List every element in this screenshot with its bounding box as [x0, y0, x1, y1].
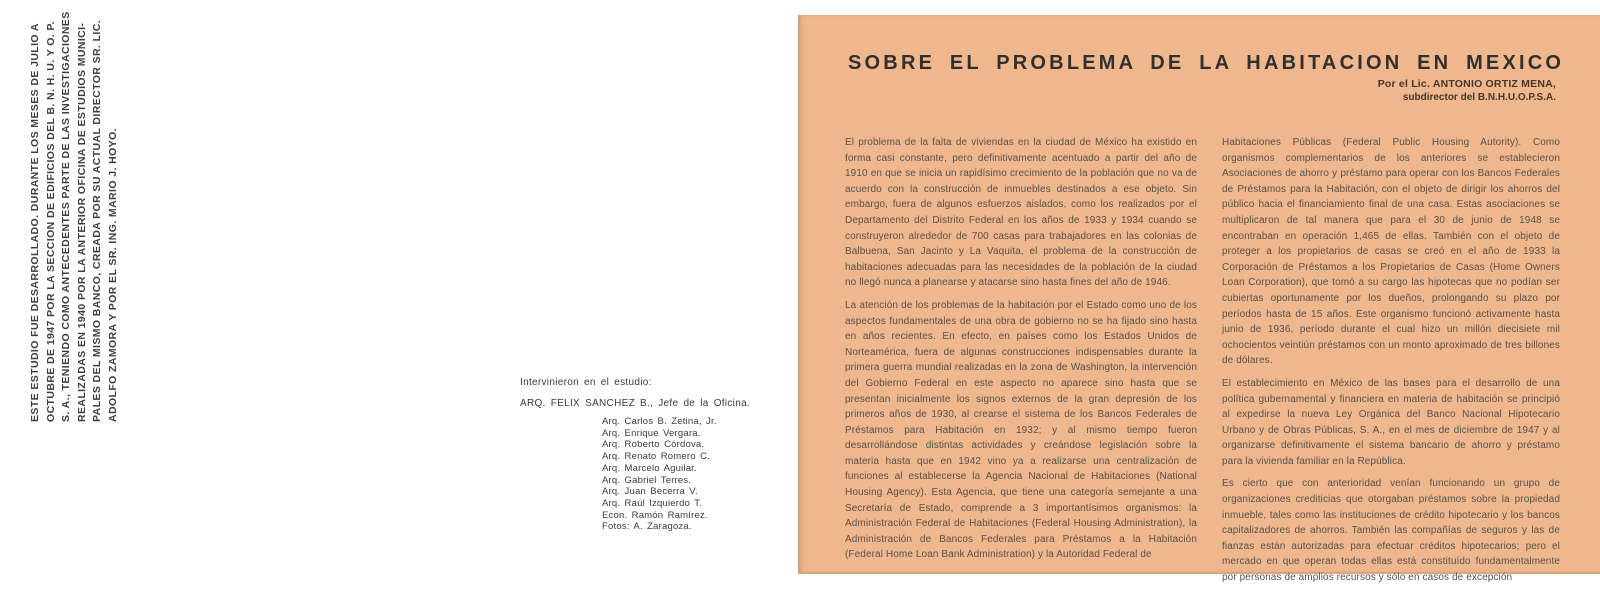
- credits-name: Fotos: A. Zaragoza.: [602, 521, 692, 533]
- byline-author: Por el Lic. ANTONIO ORTIZ MENA,: [1377, 78, 1556, 90]
- credits-names-list: [602, 416, 780, 533]
- side-note-text-block: [28, 11, 122, 422]
- side-note-line: REALIZADAS EN 1940 POR LA ANTERIOR OFICINA DE ESTUDIOS MUNICI-: [75, 22, 88, 422]
- side-note-line: S. A., TENIENDO COMO ANTECEDENTES PARTE DE LAS INVESTIGACIONES: [60, 11, 73, 422]
- right-page: [798, 15, 1600, 584]
- article-column-left: [845, 135, 1197, 570]
- side-note-line: ADOLFO ZAMORA Y POR EL SR. ING. MARIO J. HOYO.: [106, 128, 119, 422]
- left-page: [0, 0, 798, 590]
- credits-name: Arq. Juan Becerra V.: [602, 486, 698, 498]
- side-note-line: PALES DEL MISMO BANCO, CREADA POR SU ACTUAL DIRECTOR SR. LIC.: [91, 19, 104, 422]
- paragraph: El problema de la falta de viviendas en la ciudad de México ha existido en forma casi constante, pero definitivamente acentuado a partir del año de 1910 en que se inicia un rapidísimo crecimiento de la población que no va de acuerdo con la construcción de inmuebles destinados a ese objeto. Sin embargo, fuera de algunos esfuerzos aislados, como los realizados por el Departamento del Distrito Federal en los años de 1933 y 1934 cuando se construyeron alrededor de 700 casas para trabajadores en las colonias de Balbuena, San Jacinto y La Vaquita, el problema de la construcción de habitaciones adecuadas para las necesidades de la población de la ciudad no llegó nunca a planearse y atacarse sino hasta fines del año de 1946.: [845, 137, 1197, 289]
- credits-name: Arq. Carlos B. Zetina, Jr.: [602, 416, 717, 427]
- credits-name: Arq. Marcelo Aguilar.: [602, 462, 697, 474]
- article-column-right: [1222, 135, 1560, 593]
- credits-block: [520, 377, 780, 533]
- credits-name: Econ. Ramón Ramírez.: [602, 509, 708, 521]
- credits-name: Arq. Raúl Izquierdo T.: [602, 497, 703, 509]
- credits-name: Arq. Renato Romero C.: [602, 451, 710, 463]
- paragraph: El establecimiento en México de las bases para el desarrollo de una política gubernamental y financiera en materia de habitación se principió al expedirse la nueva Ley Orgánica del Banco Nacional Hipotecario Urbano y de Obras Públicas, S. A., en el mes de diciembre de 1947 y al organizarse definitivamente el sistema bancario de ahorro y préstamo para la vivienda familiar en la República.: [1222, 377, 1560, 467]
- side-note-line: ESTE ESTUDIO FUE DESARROLLADO. DURANTE LOS MESES DE JULIO A: [29, 23, 41, 422]
- byline-role: subdirector del B.N.H.U.O.P.S.A.: [1402, 92, 1556, 103]
- side-note-line: OCTUBRE DE 1947 POR LA SECCION DE EDIFICIOS DEL B. N. H. U. Y O. P.: [44, 21, 57, 422]
- credits-name: Arq. Enrique Vergara.: [602, 427, 701, 439]
- paragraph: La atención de los problemas de la habitación por el Estado como uno de los aspectos fundamentales de una obra de gobierno no se ha fijado sino hasta en años recientes. En efecto, en países como los Estados Unidos de Norteamérica, fuera de algunas construcciones indispensables durante la primera guerra mundial realizadas en la zona de Washington, la intervención del Gobierno Federal en este aspecto no aparece sino hasta que se presentan inicialmente los signos externos de la gran depresión de los primeros años de 1930, al crearse el sistema de los Bancos Federales de Préstamos para Habitación en 1932; y al mismo tiempo fueron desarrollándose distintas actividades y creándose legislación sobre la materia hasta que en 1942 vino ya a realizarse una centralización de funciones al establecerse la Agencia Nacional de Habitaciones (National Housing Agency). Esta Agencia, que tiene una categoría semejante a una Secretaría de Estado, comprende a 3 importantísimos organismos: la Administración Federal de Habitaciones (Federal Housing Administration), la Administración de Bancos Federales para Préstamos a la Habitación (Federal Home Loan Bank Administration) y la Autoridad Federal de: [845, 299, 1197, 561]
- article-title: SOBRE EL PROBLEMA DE LA HABITACION EN MEXICO: [848, 52, 1565, 74]
- credits-name: Arq. Gabriel Terres.: [602, 474, 692, 486]
- paragraph: Habitaciones Públicas (Federal Public Housing Autority). Como organismos complementarios de los anteriores se establecieron Asociaciones de ahorro y préstamo para operar con los Bancos Federales de Préstamos para la Habitación, con el objeto de dirigir los ahorros del público hacia el financiamiento final de una casa. Estas asociaciones se multiplicaron de tal manera que para el 30 de junio de 1948 se encontraban en operación 1,465 de ellas. También con el objeto de proteger a los propietarios de casas se creó en el año de 1933 la Corporación de Préstamos a los Propietarios de Casas (Home Owners Loan Corporation), que tomó a su cargo las hipotecas que no podían ser cubiertas oportunamente por los dueños, prolongando su plazo por períodos hasta de 15 años. Este organismo funcionó activamente hasta junio de 1936, período durante el cual hizo un millón diecisiete mil ochocientos veintiún préstamos con un monto aproximado de tres billones de dólares.: [1222, 137, 1560, 367]
- credits-name: Arq. Roberto Córdova.: [602, 439, 705, 451]
- byline: [1378, 78, 1556, 104]
- credits-intro: Intervinieron en el estudio:: [520, 377, 652, 388]
- paragraph: Es cierto que con anterioridad venían funcionando un grupo de organizaciones crediticias que otorgaban préstamos sobre la propiedad inmueble, tales como las instituciones de crédito hipotecario y los bancos capitalizadores de ahorros. También las compañías de seguros y las de fianzas están autorizadas para efectuar créditos hipotecarios; pero el mercado en que operan todas ellas está constituído fundamentalmente por personas de amplios recursos y sólo en casos de excepción: [1222, 478, 1560, 584]
- credits-chief: ARQ. FELIX SANCHEZ B., Jefe de la Oficina.: [520, 398, 751, 409]
